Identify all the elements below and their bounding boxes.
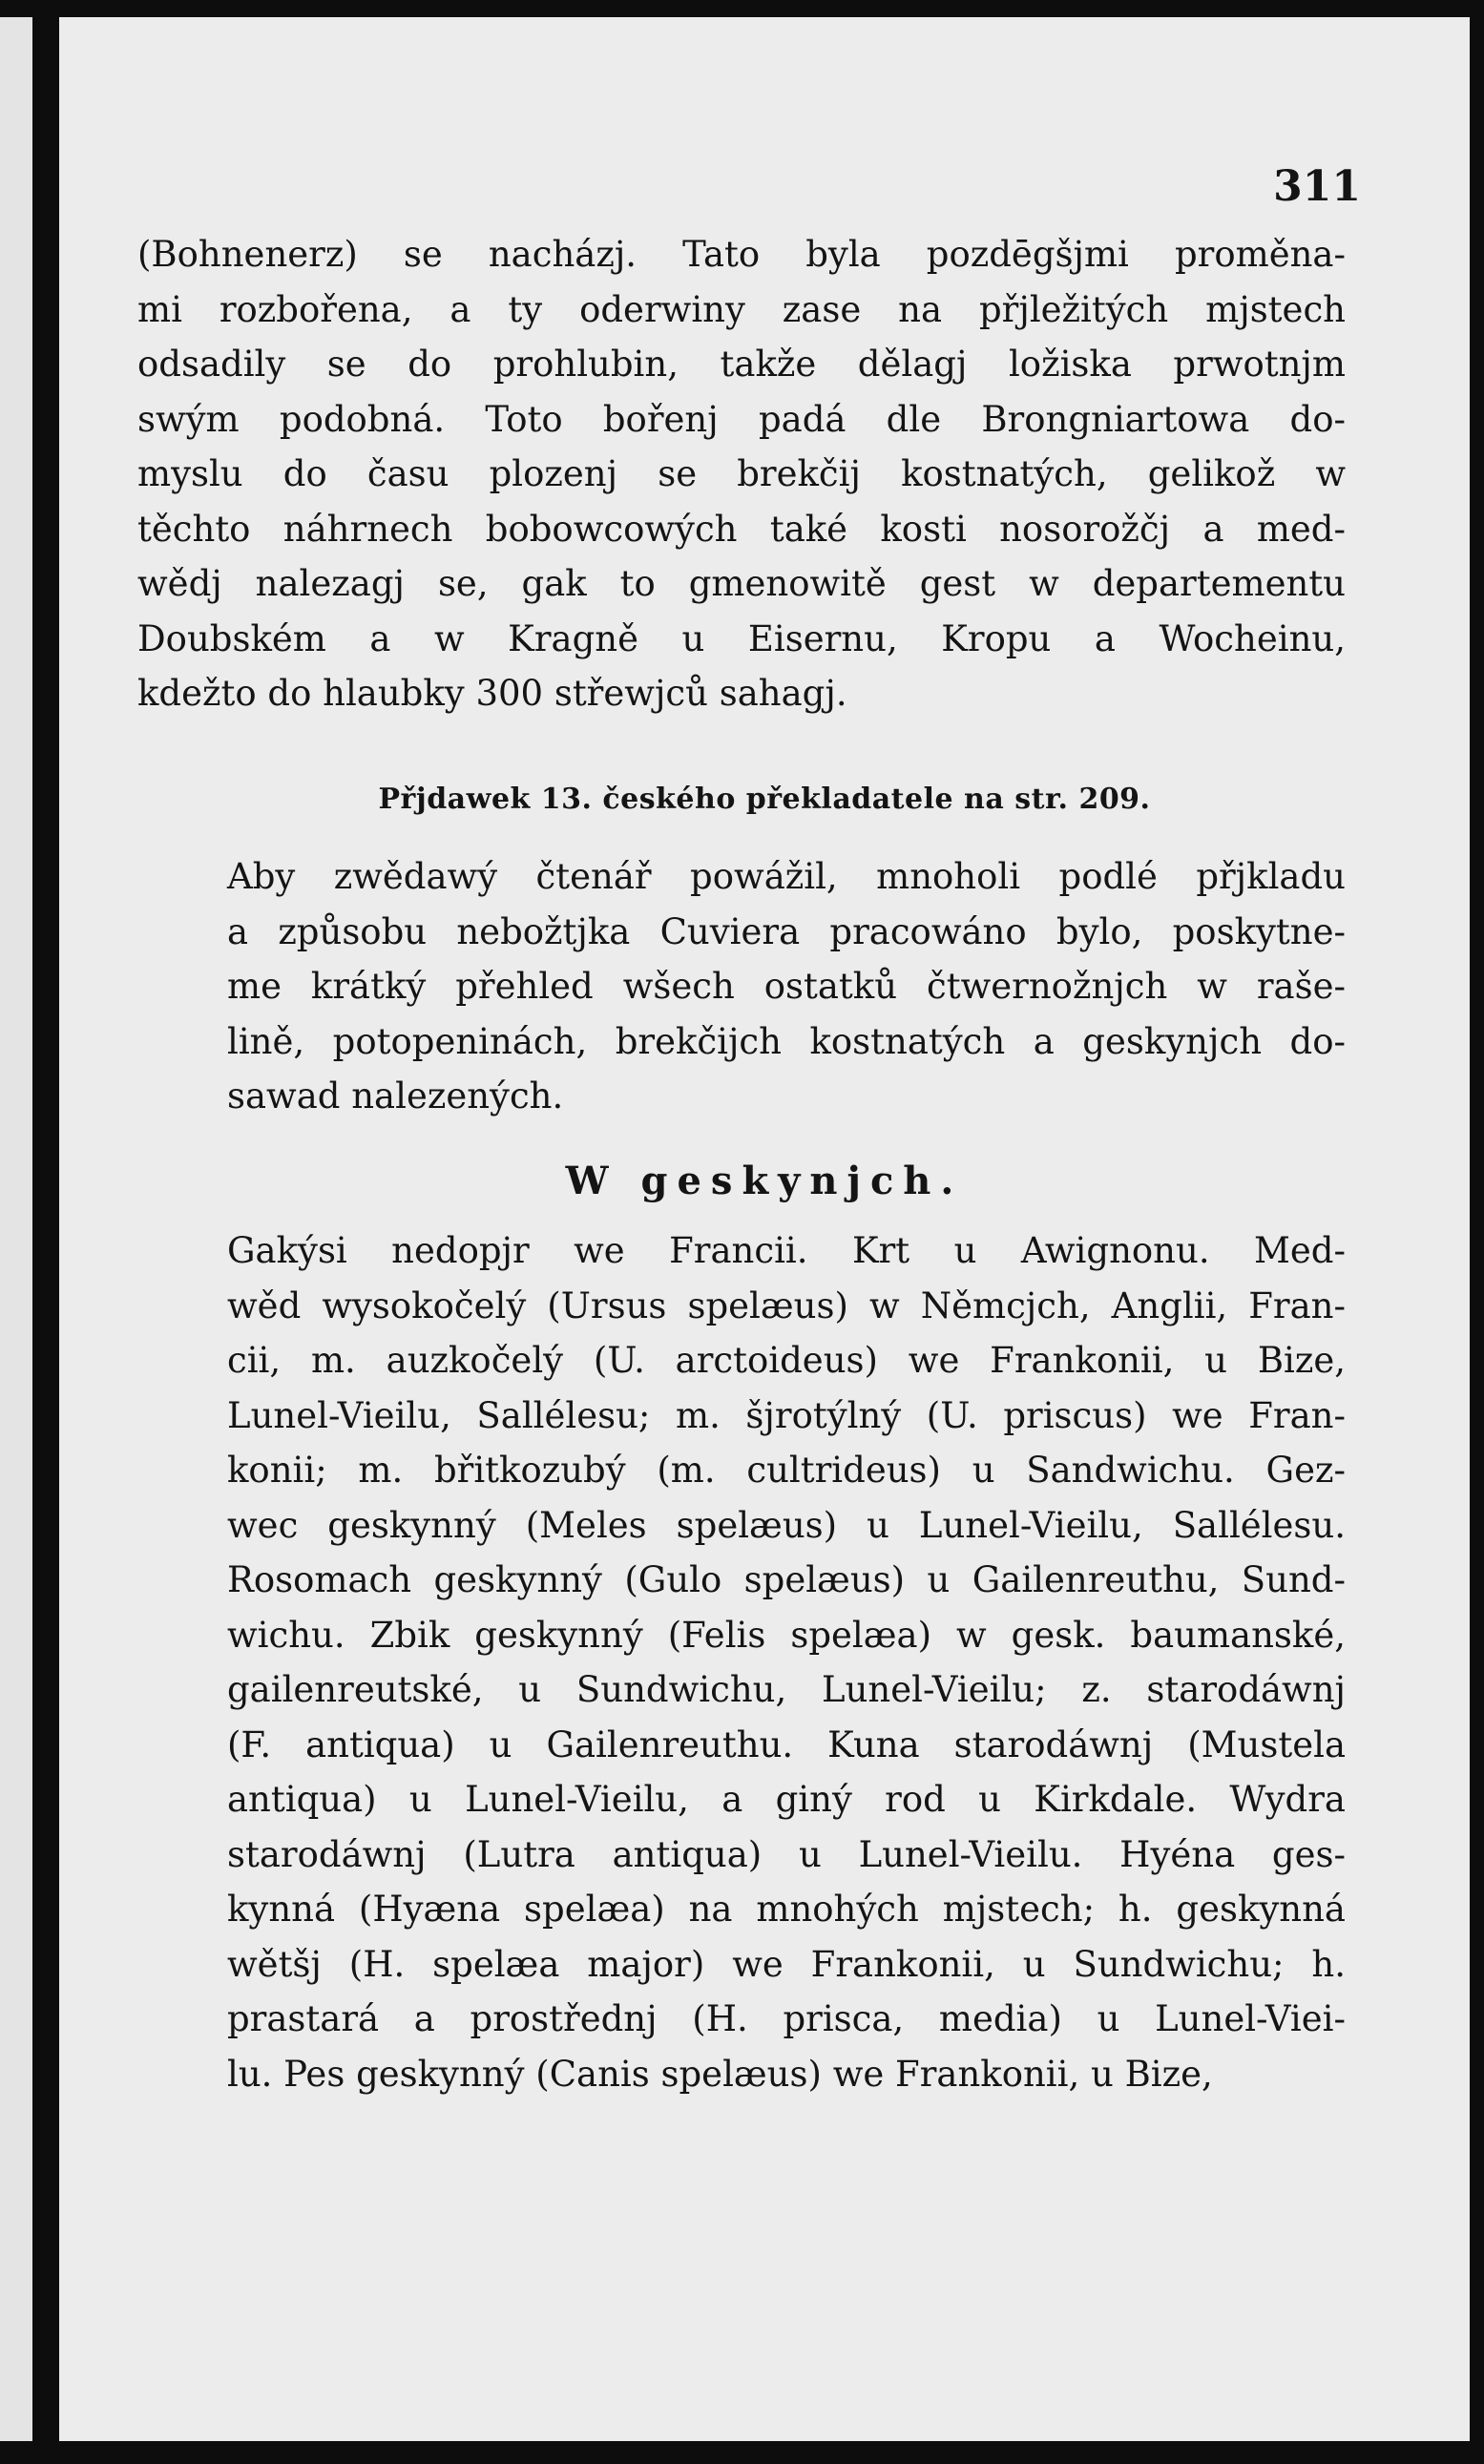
- text-line: myslu do času plozenj se brekčij kostnatých, gelikož w: [137, 453, 1346, 494]
- text-line: cii, m. auzkočelý (U. arctoideus) we Frankonii, u Bize,: [227, 1340, 1346, 1381]
- text-line: odsadily se do prohlubin, takže dělagj ložiska prwotnjm: [137, 344, 1346, 385]
- text-line: kynná (Hyæna spelæa) na mnohých mjstech; h. geskynná: [227, 1889, 1346, 1930]
- text-line: kdežto do hlaubky 300 střewjců sahagj.: [137, 673, 847, 714]
- text-line: těchto náhrnech bobowcowých také kosti nosorožčj a med-: [137, 508, 1346, 550]
- text-line: Aby zwědawý čtenář powážil, mnoholi podlé přjkladu: [227, 856, 1346, 897]
- text-line: Lunel-Vieilu, Sallélesu; m. šjrotýlný (U. priscus) we Fran-: [227, 1394, 1346, 1436]
- text-line: sawad nalezených.: [227, 1075, 564, 1117]
- text-line: Doubském a w Kragně u Eisernu, Kropu a Wocheinu,: [137, 617, 1346, 659]
- paragraph-3: [137, 1223, 1346, 2101]
- adjacent-page-edge: [0, 17, 32, 2441]
- text-line: wěd wysokočelý (Ursus spelæus) w Němcjch, Anglii, Fran-: [227, 1284, 1346, 1326]
- text-line: prastará a prostřednj (H. prisca, media) u Lunel-Viei-: [227, 1998, 1346, 2039]
- text-line: konii; m. břitkozubý (m. cultrideus) u Sandwichu. Gez-: [227, 1450, 1346, 1491]
- text-line: wětšj (H. spelæa major) we Frankonii, u Sundwichu; h.: [227, 1943, 1346, 1985]
- text-line: wichu. Zbik geskynný (Felis spelæa) w gesk. baumanské,: [227, 1614, 1346, 1656]
- text-line: lu. Pes geskynný (Canis spelæus) we Frankonii, u Bize,: [227, 2053, 1213, 2095]
- text-line: Gakýsi nedopjr we Francii. Krt u Awignonu. Med-: [227, 1230, 1346, 1271]
- text-line: wědj nalezagj se, gak to gmenowitě gest w departementu: [137, 563, 1346, 604]
- paragraph-2: [137, 849, 1346, 1124]
- book-page: [59, 17, 1470, 2441]
- text-line: mi rozbořena, a ty oderwiny zase na přjležitých mjstech: [137, 288, 1346, 330]
- text-line: (F. antiqua) u Gailenreuthu. Kuna starodáwnj (Mustela: [227, 1723, 1346, 1765]
- section-heading: W geskynjch.: [565, 1159, 964, 1203]
- text-line: lině, potopeninách, brekčijch kostnatých a geskynjch do-: [227, 1020, 1346, 1062]
- text-line: a způsobu nebožtjka Cuviera pracowáno bylo, poskytne-: [227, 910, 1346, 952]
- text-line: wec geskynný (Meles spelæus) u Lunel-Vieilu, Sallélesu.: [227, 1504, 1346, 1546]
- appendix-heading: Přjdawek 13. českého překladatele na str. 209.: [378, 783, 1151, 816]
- text-line: starodáwnj (Lutra antiqua) u Lunel-Vieilu. Hyéna ges-: [227, 1833, 1346, 1875]
- page-number: 311: [1273, 162, 1361, 211]
- text-line: Rosomach geskynný (Gulo spelæus) u Gailenreuthu, Sund-: [227, 1559, 1346, 1600]
- text-line: me krátký přehled wšech ostatků čtwernožnjch w raše-: [227, 966, 1346, 1007]
- paragraph-1: [137, 227, 1346, 721]
- text-line: gailenreutské, u Sundwichu, Lunel-Vieilu; z. starodáwnj: [227, 1669, 1346, 1710]
- text-line: swým podobná. Toto bořenj padá dle Brongniartowa do-: [137, 398, 1346, 440]
- text-line: antiqua) u Lunel-Vieilu, a giný rod u Kirkdale. Wydra: [227, 1779, 1346, 1820]
- text-line: (Bohnenerz) se nacházj. Tato byla pozdēgšjmi proměna-: [137, 234, 1346, 275]
